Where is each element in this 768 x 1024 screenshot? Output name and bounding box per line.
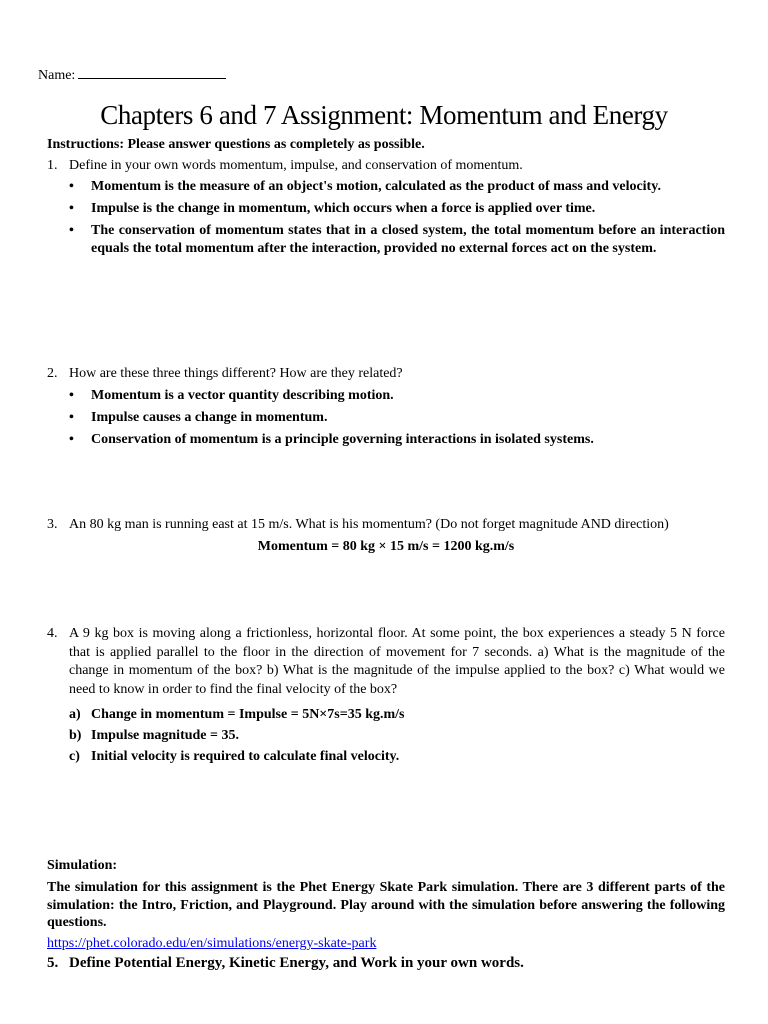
- question-5: [47, 954, 524, 973]
- question-3: [47, 516, 725, 535]
- answer-list-4: [69, 706, 725, 769]
- answer-text: Momentum is a vector quantity describing motion.: [91, 388, 394, 403]
- answer-list-2: [69, 387, 725, 453]
- question-number: 5.: [47, 955, 59, 971]
- name-blank-line[interactable]: [78, 64, 226, 79]
- answer-text: Change in momentum = Impulse = 5N×7s=35 kg.m/s: [91, 707, 405, 722]
- question-text: How are these three things different? How are they related?: [69, 366, 403, 381]
- answer-list-1: [69, 178, 725, 262]
- instructions: Instructions: Please answer questions as completely as possible.: [47, 137, 425, 152]
- bullet-icon: •: [69, 432, 74, 447]
- simulation-link[interactable]: https://phet.colorado.edu/en/simulations/energy-skate-park: [47, 936, 377, 951]
- question-number: 1.: [47, 158, 58, 173]
- question-text: Define Potential Energy, Kinetic Energy, and Work in your own words.: [69, 955, 524, 971]
- bullet-icon: •: [69, 410, 74, 425]
- answer-text: Impulse is the change in momentum, which occurs when a force is applied over time.: [91, 201, 596, 216]
- list-item: [69, 431, 725, 449]
- list-item: [69, 200, 725, 218]
- answer-text: The conservation of momentum states that in a closed system, the total momentum before an interaction equals the total momentum after the interaction, provided no external forces act on the system.: [91, 223, 725, 256]
- answer-letter: b): [69, 728, 82, 743]
- bullet-icon: •: [69, 179, 74, 194]
- bullet-icon: •: [69, 223, 74, 238]
- name-label: Name:: [38, 68, 76, 83]
- simulation-heading: Simulation:: [47, 858, 118, 873]
- list-item: [69, 706, 725, 724]
- question-text: An 80 kg man is running east at 15 m/s. What is his momentum? (Do not forget magnitude AND direction): [69, 517, 669, 532]
- list-item: [69, 748, 725, 766]
- answer-text: Impulse causes a change in momentum.: [91, 410, 328, 425]
- list-item: [69, 387, 725, 405]
- question-number: 2.: [47, 366, 58, 381]
- answer-text: Momentum is the measure of an object's motion, calculated as the product of mass and velocity.: [91, 179, 661, 194]
- answer-3: Momentum = 80 kg × 15 m/s = 1200 kg.m/s: [257, 539, 515, 554]
- question-text: Define in your own words momentum, impulse, and conservation of momentum.: [69, 158, 523, 173]
- answer-letter: a): [69, 707, 81, 722]
- name-row: [38, 64, 226, 85]
- question-number: 3.: [47, 517, 58, 532]
- answer-text: Impulse magnitude = 35.: [91, 728, 239, 743]
- question-4: [47, 625, 725, 699]
- answer-text: Initial velocity is required to calculate final velocity.: [91, 749, 400, 764]
- question-2: [47, 365, 725, 384]
- question-1: [47, 157, 725, 176]
- list-item: [69, 178, 725, 196]
- bullet-icon: •: [69, 201, 74, 216]
- page-title: Chapters 6 and 7 Assignment: Momentum and Energy: [100, 100, 668, 130]
- list-item: [69, 409, 725, 427]
- simulation-text: The simulation for this assignment is the Phet Energy Skate Park simulation. There are 3 different parts of the simulation: the Intro, Friction, and Playground. Play around with the simulation before answering the following questions.: [47, 880, 725, 930]
- question-number: 4.: [47, 626, 58, 641]
- bullet-icon: •: [69, 388, 74, 403]
- list-item: [69, 727, 725, 745]
- list-item: [69, 222, 725, 258]
- question-text: A 9 kg box is moving along a frictionless, horizontal floor. At some point, the box experiences a steady 5 N force that is applied parallel to the floor in the direction of movement for 7 seconds. a) What is the magnitude of the change in momentum of the box? b) What is the magnitude of the impulse applied to the box? c) What would we need to know in order to find the final velocity of the box?: [69, 626, 725, 697]
- answer-letter: c): [69, 749, 80, 764]
- answer-text: Conservation of momentum is a principle governing interactions in isolated systems.: [91, 432, 594, 447]
